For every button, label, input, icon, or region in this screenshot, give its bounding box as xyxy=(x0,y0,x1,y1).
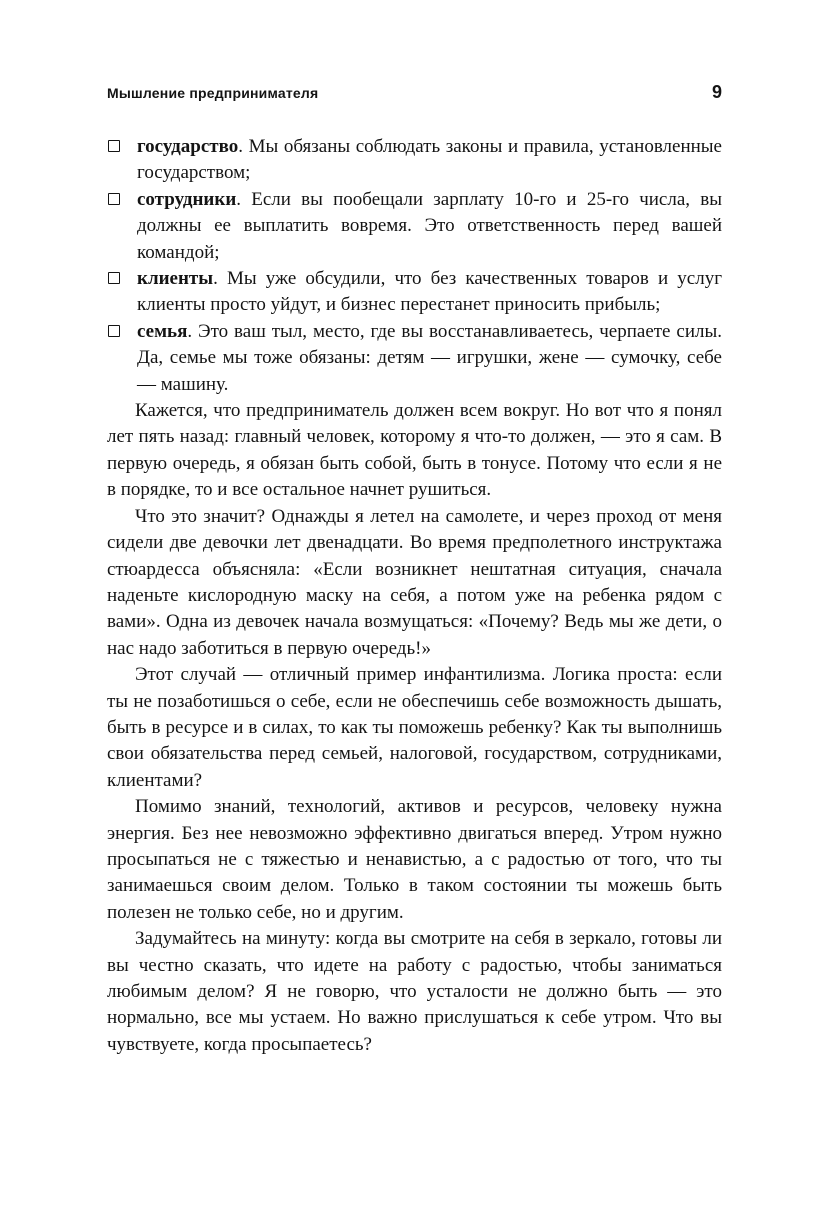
list-item-term: сотрудники xyxy=(137,188,237,210)
page-number: 9 xyxy=(711,82,722,102)
list-item-text: . Если вы пообещали зарплату 10-го и 25-го числа, вы должны ее выплатить вовремя. Это ответственность перед вашей командой; xyxy=(137,188,722,263)
list-item-text: . Мы уже обсудили, что без качественных товаров и услуг клиенты просто уйдут, и бизнес перестанет приносить прибыль; xyxy=(137,268,722,316)
paragraph: Этот случай — отличный пример инфантилизма. Логика проста: если ты не позаботишься о себе, если не обеспечишь себе возможность дышать, быть в ресурсе и в силах, то как ты поможешь ребенку? Как ты выполнишь свои обязательства перед семьей, налоговой, государством, сотрудниками, клиентами? xyxy=(107,664,722,791)
checkbox-bullet-icon xyxy=(108,272,120,284)
page-content xyxy=(107,82,722,1058)
checkbox-bullet-icon xyxy=(108,193,120,205)
list-item-text: . Мы обязаны соблюдать законы и правила, установленные государством; xyxy=(137,136,722,184)
list-item xyxy=(107,266,722,319)
obligations-list xyxy=(107,134,722,398)
list-item xyxy=(107,319,722,398)
list-item-text: . Это ваш тыл, место, где вы восстанавливаетесь, черпаете силы. Да, семье мы тоже обязаны: детям — игрушки, жене — сумочку, себе — машину. xyxy=(137,320,722,395)
list-item-term: клиенты xyxy=(137,268,214,290)
paragraph: Что это значит? Однажды я летел на самолете, и через проход от меня сидели две девочки лет двенадцати. Во время предполетного инструктажа стюардесса объясняла: «Если возникнет нештатная ситуация, сначала наденьте кислородную маску на себя, а потом уже на ребенка рядом с вами». Одна из девочек начала возмущаться: «Почему? Ведь мы же дети, о нас надо заботиться в первую очередь!» xyxy=(107,505,722,659)
paragraph: Помимо знаний, технологий, активов и ресурсов, человеку нужна энергия. Без нее невозможно эффективно двигаться вперед. Утром нужно просыпаться не с тяжестью и ненавистью, а с радостью от того, что ты занимаешься своим делом. Только в таком состоянии ты можешь быть полезен не только себе, но и другим. xyxy=(107,796,722,923)
page-header xyxy=(107,82,722,103)
list-item-term: государство xyxy=(137,136,239,157)
paragraph: Задумайтесь на минуту: когда вы смотрите на себя в зеркало, готовы ли вы честно сказать, что идете на работу с радостью, чтобы заниматься любимым делом? Я не говорю, что усталости не должно быть — это нормально, все мы устаем. Но важно прислушаться к себе утром. Что вы чувствуете, когда просыпаетесь? xyxy=(107,928,722,1055)
checkbox-bullet-icon xyxy=(108,140,120,152)
body-text xyxy=(107,134,722,1058)
list-item xyxy=(107,134,722,187)
list-item xyxy=(107,187,722,266)
running-title: Мышление предпринимателя xyxy=(107,85,319,101)
paragraph: Кажется, что предприниматель должен всем вокруг. Но вот что я понял лет пять назад: главный человек, которому я что-то должен, — это я сам. В первую очередь, я обязан быть собой, быть в тонусе. Потому что если я не в порядке, то и все остальное начнет рушиться. xyxy=(107,400,722,501)
list-item-term: семья xyxy=(137,320,188,342)
checkbox-bullet-icon xyxy=(108,325,120,337)
